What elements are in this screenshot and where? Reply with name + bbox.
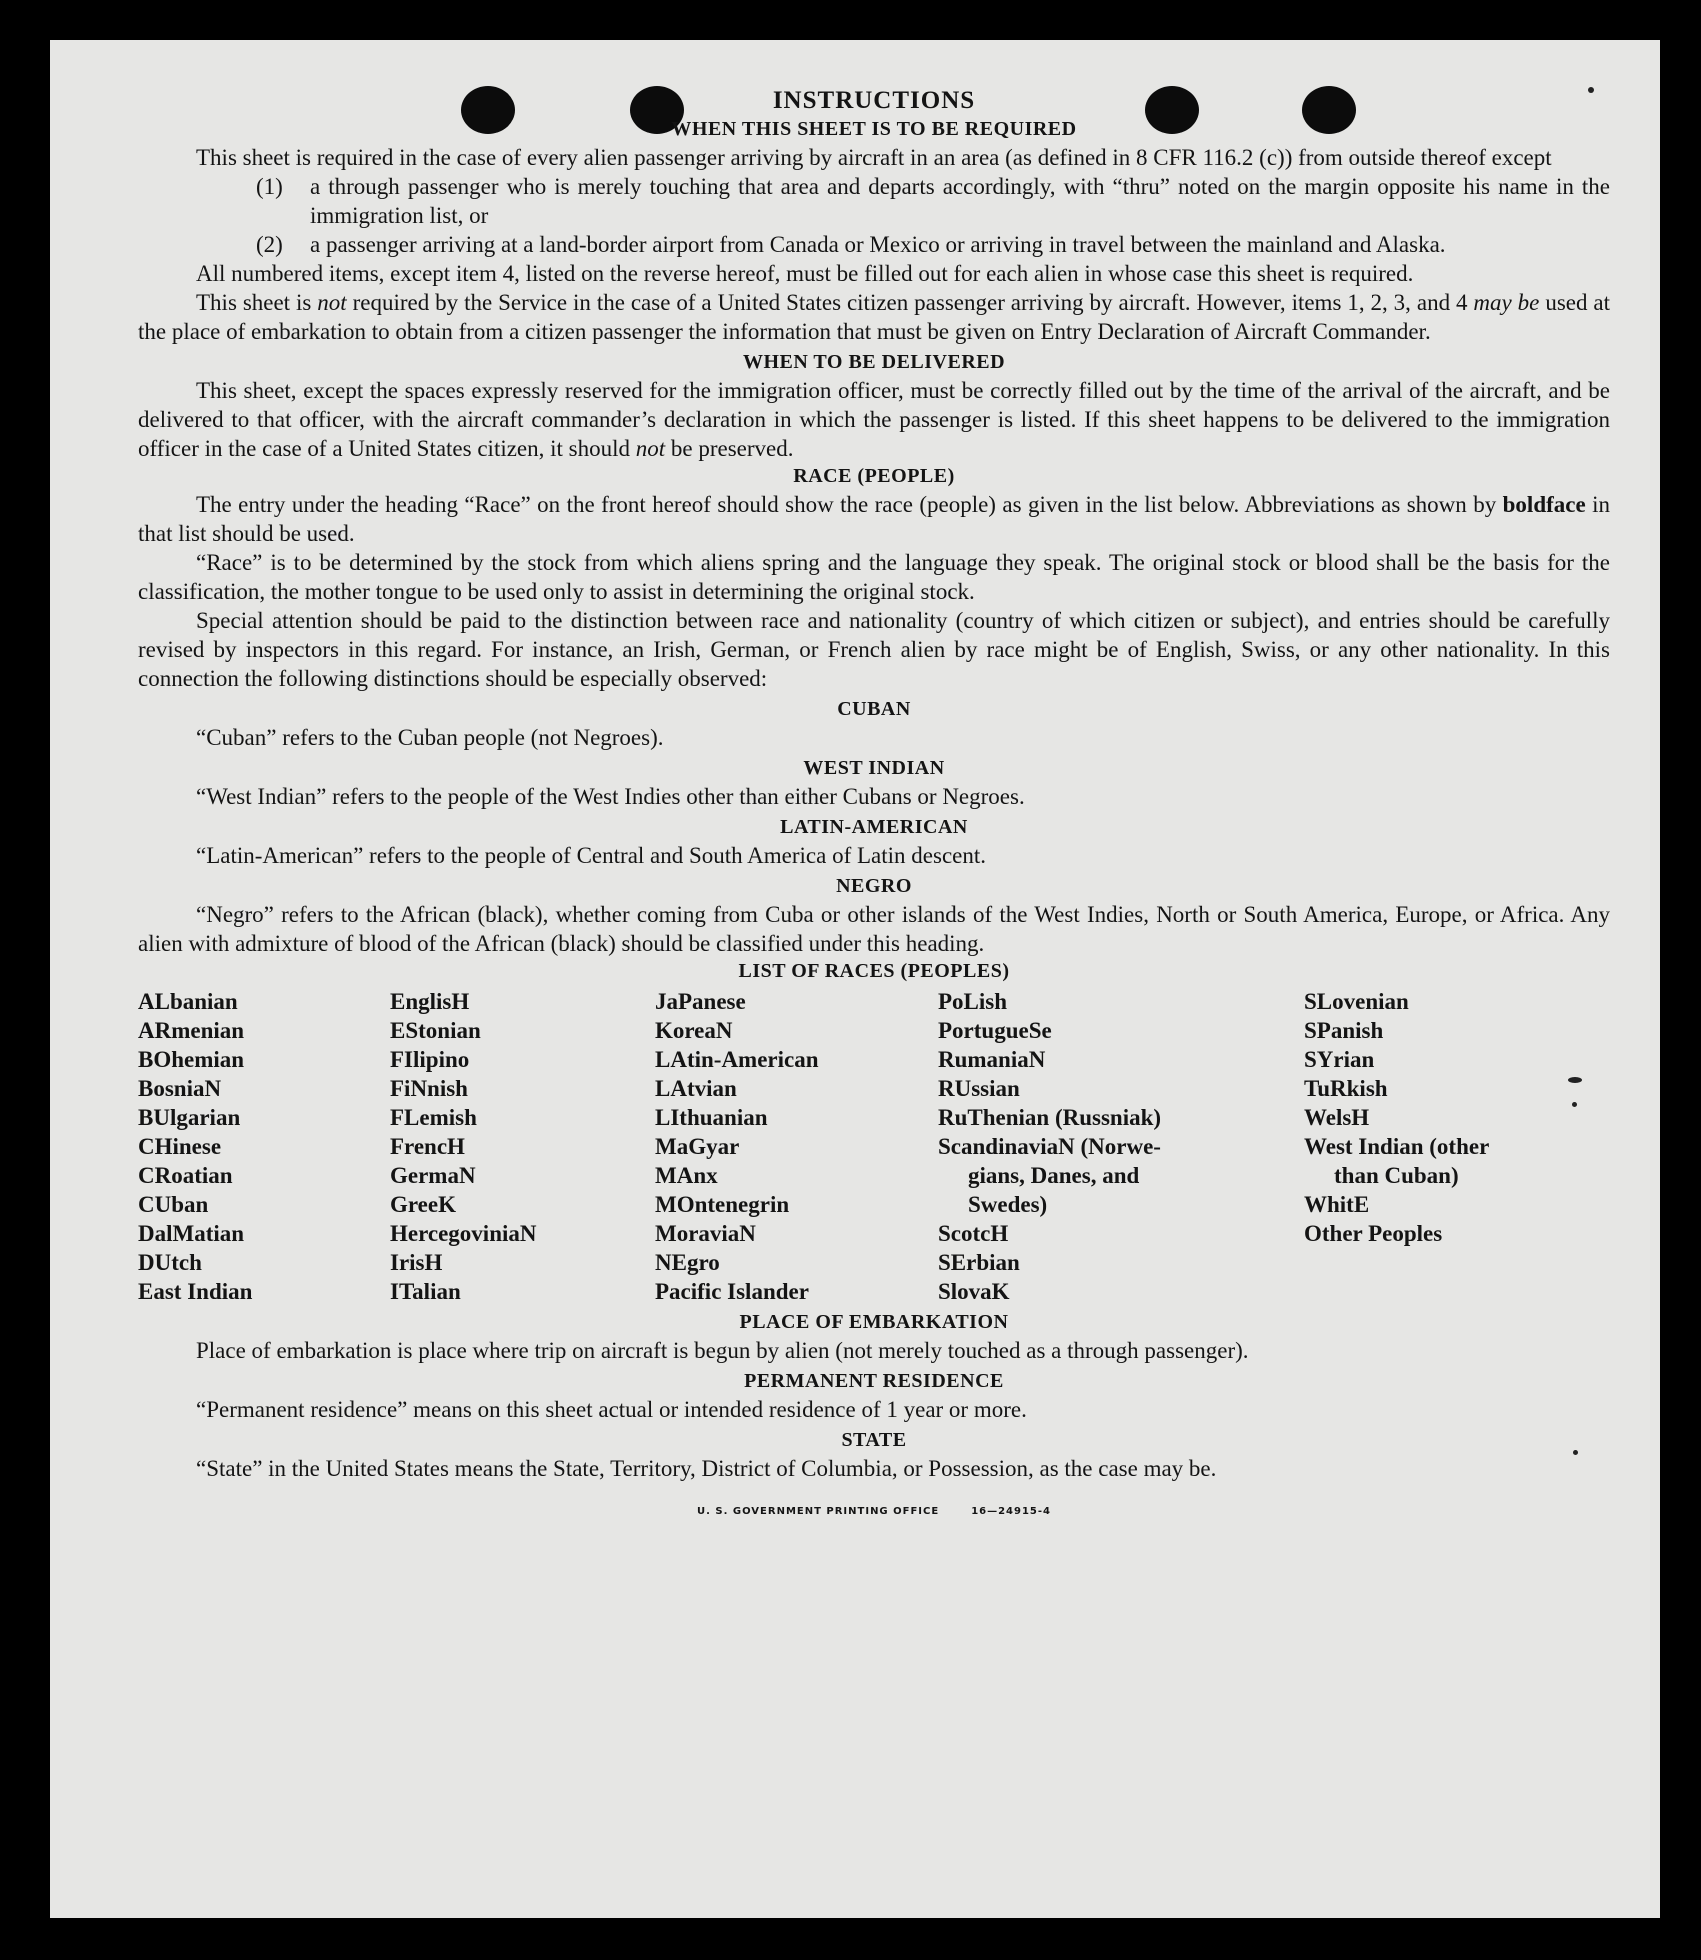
paragraph: “Negro” refers to the African (black), whether coming from Cuba or other islands of the West Indies, North or South America, Europe, or Africa. Any alien with admixture of blood of the African (black) should be classified under this heading.	[138, 902, 1610, 956]
race-entry: FIlipino	[390, 1047, 470, 1072]
race-entry: EnglisH	[390, 989, 470, 1014]
section-heading-race: RACE (PEOPLE)	[793, 465, 955, 487]
race-entry: LAtvian	[655, 1076, 737, 1101]
race-entry: BOhemian	[138, 1047, 245, 1072]
race-entry: FLemish	[390, 1105, 477, 1130]
race-entry: EStonian	[390, 1018, 481, 1043]
race-entry: RumaniaN	[938, 1047, 1046, 1072]
item-number: (2)	[256, 232, 283, 257]
race-entry: RuThenian (Russniak)	[938, 1105, 1162, 1130]
race-entry-continued: than Cuban)	[1334, 1163, 1459, 1188]
item-text: a passenger arriving at a land-border airport from Canada or Mexico or arriving in travel between the mainland and Alaska.	[310, 232, 1446, 257]
paragraph: Special attention should be paid to the distinction between race and nationality (country of which citizen or subject), and entries should be carefully revised by inspectors in this regard. For instance, an Irish, German, or French alien by race might be of English, Swiss, or any other nationality. In this connection the following distinctions should be especially observed:	[138, 608, 1610, 691]
section-heading-latin-american: LATIN-AMERICAN	[780, 816, 968, 838]
race-entry: TuRkish	[1304, 1076, 1388, 1101]
paragraph: This sheet, except the spaces expressly reserved for the immigration officer, must be correctly filled out by the time of the arrival of the aircraft, and be delivered to that officer, with the aircraft commander’s declaration in which the passenger is listed. If this sheet happens to be delivered to the immigration officer in the case of a United States citizen, it should not be preserved.	[138, 378, 1610, 461]
item-text: a through passenger who is merely touching that area and departs accordingly, with “thru” noted on the margin opposite his name in the immigration list, or	[310, 174, 1610, 228]
race-entry: DUtch	[138, 1250, 202, 1275]
race-entry: SErbian	[938, 1250, 1020, 1275]
instructions-text	[138, 85, 1610, 1526]
page-title: INSTRUCTIONS	[772, 87, 976, 114]
paragraph: Place of embarkation is place where trip on aircraft is begun by alien (not merely touched as a through passenger).	[196, 1338, 1249, 1363]
section-heading-cuban: CUBAN	[837, 698, 911, 720]
race-entry: BUlgarian	[138, 1105, 241, 1130]
race-column	[390, 987, 655, 1306]
item-number: (1)	[256, 174, 283, 199]
race-entry: FrencH	[390, 1134, 465, 1159]
race-entry: ScandinaviaN (Norwe-	[938, 1134, 1161, 1159]
list-item	[256, 172, 1610, 230]
race-entry: LAtin-American	[655, 1047, 819, 1072]
section-heading-west-indian: WEST INDIAN	[803, 757, 945, 779]
form-code: 16—24915-4	[971, 1506, 1052, 1517]
document-sheet	[50, 40, 1660, 1918]
race-entry: CHinese	[138, 1134, 222, 1159]
race-column	[1304, 987, 1610, 1306]
race-entry: RUssian	[938, 1076, 1020, 1101]
paragraph: This sheet is required in the case of every alien passenger arriving by aircraft in an area (as defined in 8 CFR 116.2 (c)) from outside thereof except	[196, 145, 1552, 170]
paragraph: “State” in the United States means the State, Territory, District of Columbia, or Possession, as the case may be.	[196, 1456, 1217, 1481]
race-entry: KoreaN	[655, 1018, 733, 1043]
race-entry-continued: Swedes)	[968, 1192, 1048, 1217]
list-item	[256, 230, 1610, 259]
paragraph: “Race” is to be determined by the stock from which aliens spring and the language they speak. The original stock or blood shall be the basis for the classification, the mother tongue to be used only to assist in determining the original stock.	[138, 550, 1610, 604]
paragraph: “Latin-American” refers to the people of Central and South America of Latin descent.	[196, 843, 986, 868]
paragraph: The entry under the heading “Race” on the front hereof should show the race (people) as given in the list below. Abbreviations as shown by boldface in that list should be used.	[138, 492, 1611, 546]
race-entry: LIthuanian	[655, 1105, 768, 1130]
race-entry: ITalian	[390, 1279, 461, 1304]
section-heading-residence: PERMANENT RESIDENCE	[744, 1370, 1004, 1392]
race-entry: ALbanian	[138, 989, 238, 1014]
race-entry: NEgro	[655, 1250, 720, 1275]
race-entry: FiNnish	[390, 1076, 468, 1101]
race-entry: PortugueSe	[938, 1018, 1052, 1043]
section-heading-negro: NEGRO	[836, 875, 912, 897]
race-entry: MOntenegrin	[655, 1192, 790, 1217]
race-entry: SlovaK	[938, 1279, 1010, 1304]
race-entry: SYrian	[1304, 1047, 1375, 1072]
race-column	[655, 987, 938, 1306]
race-entry: GreeK	[390, 1192, 456, 1217]
race-entry: WhitE	[1304, 1192, 1370, 1217]
printer-imprint	[138, 1497, 1610, 1526]
race-list	[138, 987, 1610, 1306]
race-entry: SPanish	[1304, 1018, 1384, 1043]
race-entry: ARmenian	[138, 1018, 245, 1043]
printer-name: U. S. GOVERNMENT PRINTING OFFICE	[696, 1506, 940, 1517]
section-heading-state: STATE	[841, 1429, 907, 1451]
race-entry-continued: gians, Danes, and	[968, 1163, 1140, 1188]
race-entry: Other Peoples	[1304, 1221, 1443, 1246]
race-column	[938, 987, 1304, 1306]
race-entry: MaGyar	[655, 1134, 740, 1159]
section-heading-required: WHEN THIS SHEET IS TO BE REQUIRED	[671, 118, 1077, 140]
race-entry: JaPanese	[655, 989, 746, 1014]
race-entry: West Indian (other	[1304, 1134, 1490, 1159]
race-entry: PoLish	[938, 989, 1008, 1014]
section-heading-delivered: WHEN TO BE DELIVERED	[742, 351, 1006, 373]
race-entry: HercegoviniaN	[390, 1221, 537, 1246]
race-column	[138, 987, 390, 1306]
race-entry: BosniaN	[138, 1076, 222, 1101]
race-entry: East Indian	[138, 1279, 253, 1304]
race-entry: SLovenian	[1304, 989, 1409, 1014]
race-entry: MoraviaN	[655, 1221, 756, 1246]
race-entry: CUban	[138, 1192, 209, 1217]
paragraph: All numbered items, except item 4, listed on the reverse hereof, must be filled out for each alien in whose case this sheet is required.	[196, 261, 1414, 286]
race-entry: MAnx	[655, 1163, 718, 1188]
race-entry: WelsH	[1304, 1105, 1370, 1130]
race-entry: ScotcH	[938, 1221, 1009, 1246]
race-entry: CRoatian	[138, 1163, 233, 1188]
race-entry: Pacific Islander	[655, 1279, 809, 1304]
paragraph: This sheet is not required by the Service in the case of a United States citizen passenger arriving by aircraft. However, items 1, 2, 3, and 4 may be used at the place of embarkation to obtain from a citizen passenger the information that must be given on Entry Declaration of Aircraft Commander.	[138, 290, 1611, 344]
paragraph: “West Indian” refers to the people of the West Indies other than either Cubans or Negroes.	[196, 784, 1025, 809]
section-heading-list: LIST OF RACES (PEOPLES)	[738, 960, 1010, 982]
race-entry: GermaN	[390, 1163, 476, 1188]
paragraph: “Cuban” refers to the Cuban people (not Negroes).	[196, 725, 664, 750]
paragraph: “Permanent residence” means on this sheet actual or intended residence of 1 year or more.	[196, 1397, 1027, 1422]
race-entry: DalMatian	[138, 1221, 245, 1246]
race-entry: IrisH	[390, 1250, 443, 1275]
section-heading-embarkation: PLACE OF EMBARKATION	[739, 1311, 1009, 1333]
